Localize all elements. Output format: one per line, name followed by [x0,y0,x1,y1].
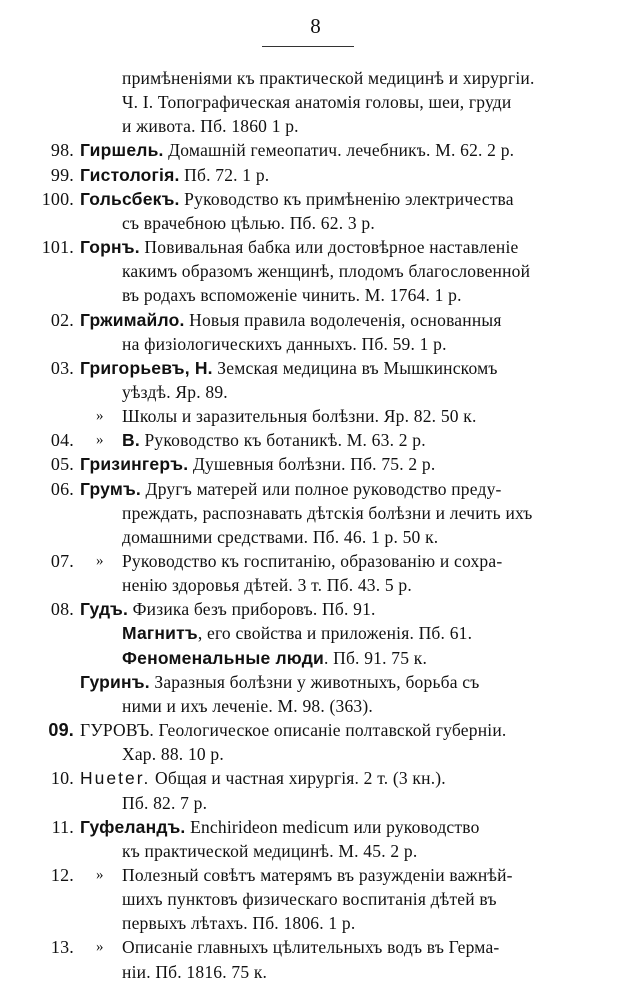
entry-body: Домашній гемеопатич. лечебникъ. М. 62. 2 р. [163,140,515,161]
entry-body: Пб. 72. 1 р. [179,164,270,185]
author-name: Гистологія. [80,164,180,185]
entry-text [80,815,480,839]
ditto-mark: » [96,939,104,956]
entry-body: и живота. Пб. 1860 1 р. [122,116,299,137]
entry-body: ненію здоровья дѣтей. 3 т. Пб. 43. 5 р. [122,575,412,596]
entry-number: 11. [51,816,74,837]
entry-body: ніи. Пб. 1816. 75 к. [122,961,268,982]
entry-number: 99. [50,164,74,185]
entry-text [122,646,427,670]
ditto-mark: » [96,408,104,425]
entry-text [122,66,535,90]
entry-text [80,235,519,259]
entry-text [80,163,269,187]
entry-body: какимъ образомъ женщинѣ, плодомъ благословенной [122,261,531,282]
entry-body: первыхъ лѣтахъ. Пб. 1806. 1 р. [122,913,356,934]
author-name: В. [122,430,140,451]
author-name: Феноменальные люди [122,647,324,668]
entry-body: преждать, распознавать дѣтскія болѣзни и лечить ихъ [122,502,533,523]
entry-text [122,501,533,525]
entry-text [80,477,502,501]
author-name: Hueter. [80,768,151,789]
entry-number: 03. [50,357,74,378]
author-name: Гржимайло. [80,309,185,330]
author-name: Грумъ. [80,478,141,499]
entry-body: Другъ матерей или полное руководство преду- [140,478,502,499]
entry-text [122,428,426,452]
entry-number: 10. [50,768,74,789]
entry-text [80,670,480,694]
entry-text [122,332,447,356]
entry-body: Описаніе главныхъ цѣлительныхъ водъ въ Герма- [122,937,500,958]
entry-number: 06. [50,478,74,499]
entry-text [80,452,435,476]
ditto-mark: » [96,432,104,449]
author-name: Гольсбекъ. [80,188,180,209]
entry-text [122,259,530,283]
entry-body: примѣненіями къ практической медицинѣ и хирургіи. [122,68,535,88]
entry-body: съ врачебною цѣлью. Пб. 62. 3 р. [122,212,375,233]
entry-text [122,863,513,887]
author-name: Григорьевъ, Н. [80,357,213,378]
entry-text [122,911,355,935]
entry-text [122,960,267,984]
entry-number: 07. [50,551,74,571]
entry-body: уѣздѣ. Яр. 89. [122,381,228,402]
entry-text [80,138,514,162]
entry-body: Душевныя болѣзни. Пб. 75. 2 р. [188,454,436,475]
entry-text [122,404,477,428]
author-name: Гуринъ. [80,671,150,692]
entry-body: Повивальная бабка или достовѣрное наставленіе [139,237,519,258]
entry-text [122,283,462,307]
author-name: Магнитъ [122,623,198,644]
entry-body: шихъ пунктовъ физическаго воспитанія дѣтей въ [122,889,497,910]
entry-number: 13. [50,937,74,958]
entry-text [122,525,438,549]
author-name: Гризингеръ. [80,454,189,475]
entry-text [122,380,228,404]
entry-number: 08. [50,599,74,620]
entry-number: 98. [50,140,74,161]
entry-body: Новыя правила водолеченія, основанныя [184,309,502,330]
entry-number: 12. [50,864,74,885]
entry-text [80,597,376,621]
entry-body: ГУРОВЪ. Геологическое описаніе полтавской губерніи. [80,720,507,741]
entry-body: Физика безъ приборовъ. Пб. 91. [128,599,376,620]
entry-text [122,935,499,959]
entry-text [80,718,506,742]
header-rule [262,46,354,47]
entry-body: домашними средствами. Пб. 46. 1 р. 50 к. [122,526,439,547]
entry-body: Руководство къ госпитанію, образованію и сохра- [122,551,503,571]
author-name: Гуфеландъ. [80,816,186,837]
entry-number: 05. [50,454,74,475]
entry-body: Земская медицина въ Мышкинскомъ [212,357,498,378]
entry-body: Хар. 88. 10 р. [122,744,224,765]
entry-text [122,549,502,573]
entry-text [122,887,497,911]
entry-body: Руководство къ примѣненію электричества [179,188,514,209]
entry-text [122,791,207,815]
entry-text [122,742,224,766]
entry-number: 100. [41,188,74,209]
entry-body: Полезный совѣтъ матерямъ въ разужденіи важнѣй- [122,864,513,885]
entry-body: Общая и частная хирургія. 2 т. (3 кн.). [150,768,446,789]
entry-text [122,573,412,597]
entry-text [80,356,498,380]
entry-body: ними и ихъ леченіе. М. 98. (363). [122,695,373,716]
entry-number: 101. [41,237,74,258]
entry-text [122,90,511,114]
entry-text [80,308,502,332]
entry-body: къ практической медицинѣ. М. 45. 2 р. [122,840,418,861]
entry-text [122,621,472,645]
entry-body: Руководство къ ботаникѣ. М. 63. 2 р. [139,430,426,451]
entry-body: на физіологическихъ данныхъ. Пб. 59. 1 р. [122,333,447,354]
author-name: Гудъ. [80,599,129,620]
ditto-mark: » [96,866,104,883]
entry-text [80,187,514,211]
entry-number: 09. [48,720,74,741]
entry-number: 04. [50,430,74,451]
entry-text [80,766,446,790]
entry-number: 02. [50,309,74,330]
author-name: Горнъ. [80,237,140,258]
ditto-mark: » [96,553,104,569]
entry-text [122,839,417,863]
entry-body: Пб. 82. 7 р. [122,792,208,813]
entry-body: Заразныя болѣзни у животныхъ, борьба съ [149,671,480,692]
entry-body: Enchirideon medicum или руководство [185,816,480,837]
entry-body: Ч. I. Топографическая анатомія головы, шеи, груди [122,92,512,113]
entry-body: , его свойства и приложенія. Пб. 61. [197,623,473,644]
entry-text [122,211,375,235]
entry-body: Школы и заразительныя болѣзни. Яр. 82. 50 к. [122,406,477,427]
page-number: 8 [310,14,321,38]
entry-text [122,114,299,138]
author-name: Гиршель. [80,140,164,161]
entry-text [122,694,373,718]
entry-body: . Пб. 91. 75 к. [323,647,428,668]
entry-body: въ родахъ вспоможеніе чинить. М. 1764. 1 р. [122,285,462,306]
